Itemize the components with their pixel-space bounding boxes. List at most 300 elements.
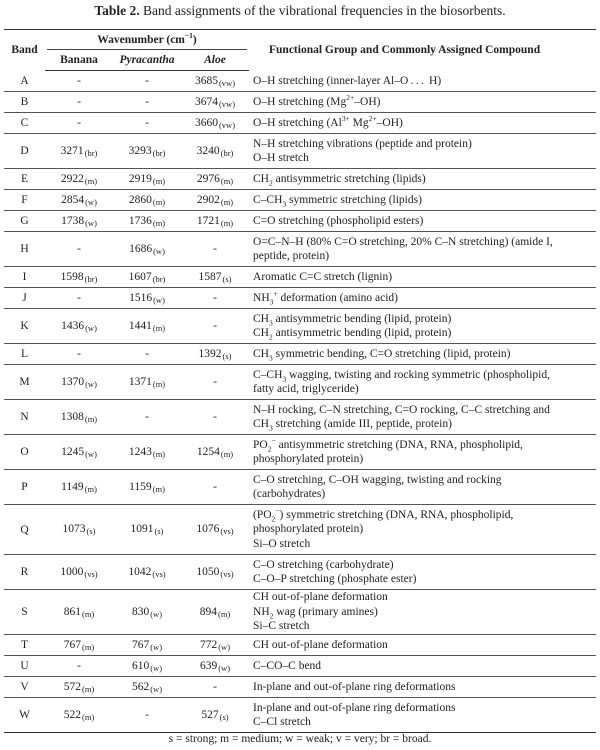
header-wavenumber-label: Wavenumber (cm	[97, 34, 185, 46]
intensity-qualifier: (s)	[222, 273, 232, 284]
cell-band: E	[4, 169, 45, 190]
functional-group-line: (carbohydrates)	[253, 488, 326, 500]
wavenumber-value: 1598	[60, 270, 84, 283]
cell-band: A	[4, 71, 45, 92]
wavenumber-value: 1686	[129, 242, 153, 255]
intensity-qualifier: (w)	[85, 448, 97, 459]
wavenumber-value: 3685	[194, 74, 218, 87]
intensity-qualifier: (m)	[152, 175, 166, 186]
cell-pyracantha	[113, 267, 181, 288]
wavenumber-value: 767	[63, 638, 81, 651]
intensity-qualifier: (w)	[218, 641, 231, 652]
cell-banana	[45, 134, 113, 169]
cell-functional-group	[249, 267, 596, 288]
header-pyracantha-label: Pyracantha	[119, 54, 175, 66]
table-row	[4, 232, 596, 267]
cell-functional-group	[249, 344, 596, 365]
cell-functional-group	[249, 92, 596, 113]
intensity-qualifier: (w)	[153, 245, 165, 256]
cell-banana	[45, 169, 113, 190]
cell-band: T	[4, 635, 45, 656]
wavenumber-value: 3674	[194, 95, 218, 108]
header-functional-group: Functional Group and Commonly Assigned Compound	[249, 30, 596, 71]
wavenumber-value: -	[213, 243, 217, 255]
functional-group-line: In-plane and out-of-plane ring deformations	[253, 680, 456, 693]
table-row	[4, 656, 596, 677]
cell-band: U	[4, 656, 45, 677]
wavenumber-value: -	[213, 292, 217, 304]
wavenumber-value: -	[77, 75, 81, 87]
cell-banana	[45, 309, 113, 344]
cell-aloe	[181, 677, 249, 698]
wavenumber-value: -	[213, 320, 217, 332]
cell-band: K	[4, 309, 45, 344]
cell-banana	[45, 505, 113, 555]
intensity-qualifier: (vs)	[152, 568, 166, 579]
functional-group-line: C–Cl stretch	[253, 716, 311, 728]
cell-aloe	[181, 656, 249, 677]
wavenumber-value: 1254	[196, 445, 220, 458]
wavenumber-value: -	[77, 96, 81, 108]
cell-banana	[45, 190, 113, 211]
table-row	[4, 365, 596, 400]
cell-band: N	[4, 400, 45, 435]
wavenumber-value: -	[145, 75, 149, 87]
cell-functional-group	[249, 400, 596, 435]
intensity-qualifier: (w)	[85, 322, 97, 333]
cell-aloe	[181, 470, 249, 505]
intensity-qualifier: (vw)	[218, 119, 236, 130]
intensity-qualifier: (w)	[150, 683, 163, 694]
cell-aloe	[181, 635, 249, 656]
cell-aloe	[181, 590, 249, 635]
intensity-qualifier: (w)	[150, 662, 163, 673]
cell-pyracantha	[113, 211, 181, 232]
table-row	[4, 400, 596, 435]
wavenumber-value: 1042	[128, 565, 152, 578]
wavenumber-value: 572	[63, 680, 81, 693]
intensity-qualifier: (m)	[152, 448, 166, 459]
cell-band: D	[4, 134, 45, 169]
wavenumber-value: 1245	[61, 445, 85, 458]
wavenumber-value: -	[145, 411, 149, 423]
wavenumber-value: -	[77, 348, 81, 360]
header-pyracantha	[113, 50, 181, 71]
wavenumber-value: 1000	[60, 565, 84, 578]
cell-aloe	[181, 344, 249, 365]
cell-functional-group	[249, 505, 596, 555]
wavenumber-value: 1243	[128, 445, 152, 458]
cell-pyracantha	[113, 505, 181, 555]
cell-pyracantha	[113, 635, 181, 656]
header-band: Band	[4, 30, 45, 71]
functional-group-line: $PO_2^-$ antisymmetric stretching (DNA, RNA, phospholipid,	[253, 435, 523, 453]
functional-group-line: $NH_3^+$ deformation (amino acid)	[253, 288, 399, 307]
intensity-qualifier: (m)	[220, 175, 234, 186]
functional-group-line: Si–C stretch	[253, 620, 310, 633]
cell-functional-group	[249, 677, 596, 698]
functional-group-line: fatty acid, triglyceride)	[253, 383, 359, 395]
wavenumber-value: 1441	[128, 319, 152, 332]
table-row	[4, 134, 596, 169]
cell-pyracantha	[113, 656, 181, 677]
table-row	[4, 590, 596, 635]
table-row	[4, 555, 596, 590]
table-row	[4, 435, 596, 470]
cell-banana	[45, 211, 113, 232]
cell-functional-group	[249, 169, 596, 190]
cell-pyracantha	[113, 190, 181, 211]
table-row	[4, 71, 596, 92]
intensity-qualifier: (vs)	[220, 526, 234, 536]
functional-group-line: Si–O stretch	[253, 537, 311, 550]
intensity-qualifier: (s)	[154, 526, 164, 536]
header-aloe	[181, 50, 249, 71]
cell-banana	[45, 92, 113, 113]
cell-band: L	[4, 344, 45, 365]
table-row	[4, 470, 596, 505]
wavenumber-value: 1736	[128, 214, 152, 227]
cell-band: V	[4, 677, 45, 698]
cell-pyracantha	[113, 113, 181, 134]
table-row	[4, 309, 596, 344]
functional-group-line: N–H stretching vibrations (peptide and protein)	[253, 137, 472, 150]
functional-group-line: N–H rocking, C–N stretching, C=O rocking, C–C stretching and	[253, 403, 550, 416]
wavenumber-value: 639	[199, 659, 218, 672]
functional-group-line: $(PO_2^-)$ symmetric stretching (DNA, RNA, phospholipid,	[253, 505, 514, 524]
cell-band: M	[4, 365, 45, 400]
wavenumber-value: -	[145, 96, 149, 108]
intensity-qualifier: (br)	[152, 147, 166, 158]
functional-group-line: CH out-of-plane deformation	[253, 591, 388, 604]
cell-functional-group	[249, 134, 596, 169]
cell-pyracantha	[113, 555, 181, 590]
functional-group-line: O=C–N–H (80% C=O stretching, 20% C–N stretching) (amide I,	[253, 235, 553, 248]
cell-functional-group	[249, 590, 596, 635]
intensity-qualifier: (m)	[220, 217, 234, 228]
intensity-qualifier: (br)	[84, 273, 98, 284]
cell-aloe	[181, 232, 249, 267]
cell-functional-group	[249, 309, 596, 344]
wavenumber-value: 2919	[128, 172, 152, 185]
table-row	[4, 344, 596, 365]
table-row	[4, 267, 596, 288]
wavenumber-value: 1076	[196, 523, 220, 535]
intensity-qualifier: (s)	[222, 350, 232, 361]
wavenumber-value: 610	[131, 659, 150, 672]
intensity-qualifier: (m)	[152, 196, 166, 207]
wavenumber-value: 894	[199, 605, 217, 618]
cell-functional-group	[249, 288, 596, 309]
table-caption	[0, 3, 600, 19]
intensity-qualifier: (vw)	[218, 98, 236, 109]
intensity-qualifier: (w)	[150, 641, 163, 652]
cell-aloe	[181, 555, 249, 590]
cell-band: S	[4, 590, 45, 635]
functional-group-line: C=O stretching (phospholipid esters)	[253, 214, 424, 227]
wavenumber-value: 1050	[196, 565, 220, 578]
functional-group-line: phosphorylated protein)	[253, 453, 364, 465]
cell-aloe	[181, 435, 249, 470]
wavenumber-value: 830	[131, 605, 150, 618]
cell-aloe	[181, 505, 249, 555]
header-wavenumber-unit-exponent: −1	[184, 31, 193, 41]
functional-group-line: C–O stretching (carbohydrate)	[253, 558, 394, 571]
cell-pyracantha	[113, 92, 181, 113]
cell-pyracantha	[113, 400, 181, 435]
table-caption-text: Band assignments of the vibrational frequencies in the biosorbents.	[143, 3, 506, 18]
functional-group-line: $CH_3$ symmetric bending, C=O stretching (lipid, protein)	[253, 347, 511, 363]
wavenumber-value: -	[213, 376, 217, 388]
wavenumber-value: -	[145, 348, 149, 360]
wavenumber-value: 3240	[196, 144, 220, 157]
functional-group-line: CH out-of-plane deformation	[253, 638, 388, 651]
cell-aloe	[181, 211, 249, 232]
wavenumber-value: -	[77, 243, 81, 255]
cell-banana	[45, 400, 113, 435]
wavenumber-value: 2860	[128, 193, 152, 206]
cell-aloe	[181, 309, 249, 344]
wavenumber-value: 2922	[60, 172, 84, 185]
intensity-qualifier: (vs)	[84, 568, 98, 579]
wavenumber-value: -	[213, 411, 217, 423]
cell-pyracantha	[113, 169, 181, 190]
cell-functional-group	[249, 555, 596, 590]
cell-banana	[45, 677, 113, 698]
cell-band: I	[4, 267, 45, 288]
cell-pyracantha	[113, 71, 181, 92]
functional-group-line: O–H stretching $(Mg^{2+}-OH)$	[253, 92, 381, 108]
functional-group-line: $CH_2$ antisymmetric bending (lipid, protein)	[253, 327, 452, 342]
header-wavenumber	[45, 30, 249, 51]
functional-group-line: O–H stretching ($Al^{3+}$ $Mg^{2+}-OH$)	[253, 113, 403, 129]
cell-aloe	[181, 400, 249, 435]
cell-band: W	[4, 698, 45, 733]
table-row	[4, 92, 596, 113]
cell-banana	[45, 635, 113, 656]
wavenumber-value: 1371	[128, 375, 152, 388]
table-row	[4, 190, 596, 211]
wavenumber-value: 2854	[61, 193, 85, 206]
functional-group-line: peptide, protein)	[253, 250, 330, 262]
wavenumber-value: -	[213, 681, 217, 693]
cell-band: R	[4, 555, 45, 590]
cell-banana	[45, 344, 113, 365]
cell-aloe	[181, 71, 249, 92]
cell-banana	[45, 267, 113, 288]
wavenumber-value: 2902	[196, 193, 220, 206]
wavenumber-value: 861	[63, 605, 81, 618]
wavenumber-value: -	[145, 709, 149, 721]
intensity-qualifier: (m)	[81, 641, 95, 652]
intensity-qualifier: (br)	[152, 273, 166, 284]
cell-aloe	[181, 92, 249, 113]
cell-functional-group	[249, 232, 596, 267]
table-caption-label: Table 2.	[94, 3, 140, 18]
cell-band: J	[4, 288, 45, 309]
header-aloe-label: Aloe	[204, 54, 226, 66]
cell-aloe	[181, 190, 249, 211]
cell-band: P	[4, 470, 45, 505]
intensity-qualifier: (vw)	[218, 77, 236, 88]
cell-pyracantha	[113, 470, 181, 505]
intensity-qualifier: (br)	[84, 147, 98, 158]
functional-group-line: O–H stretching (inner-layer Al–O . . . H)	[253, 74, 442, 87]
intensity-qualifier: (m)	[220, 196, 234, 207]
wavenumber-value: 2976	[196, 172, 220, 185]
intensity-qualifier: (m)	[81, 683, 95, 694]
wavenumber-value: 1308	[60, 410, 84, 423]
functional-group-line: phosphorylated protein)	[253, 523, 364, 536]
table-row	[4, 169, 596, 190]
cell-banana	[45, 232, 113, 267]
intensity-qualifier: (w)	[85, 196, 97, 207]
functional-group-line: $CH_3$ stretching (amide III, peptide, protein)	[253, 418, 452, 433]
wavenumber-value: 1516	[129, 291, 153, 304]
cell-functional-group	[249, 470, 596, 505]
cell-banana	[45, 435, 113, 470]
wavenumber-value: 1159	[129, 480, 152, 493]
intensity-qualifier: (m)	[217, 608, 231, 619]
table-row	[4, 211, 596, 232]
cell-aloe	[181, 267, 249, 288]
intensity-qualifier: (w)	[150, 608, 163, 619]
cell-aloe	[181, 698, 249, 733]
wavenumber-value: 3293	[128, 144, 152, 157]
table-footnote: s = strong; m = medium; w = weak; v = very; br = broad.	[168, 733, 432, 745]
table-body	[4, 71, 596, 733]
functional-group-line: $CH_2$ antisymmetric stretching (lipids)	[253, 172, 426, 188]
intensity-qualifier: (m)	[152, 217, 166, 228]
wavenumber-value: 1607	[128, 270, 152, 283]
cell-pyracantha	[113, 309, 181, 344]
functional-group-line: $C-CH_3$ wagging, twisting and rocking symmetric (phospholipid,	[253, 368, 551, 383]
cell-pyracantha	[113, 365, 181, 400]
functional-group-line: C–O–P stretching (phosphate ester)	[253, 573, 417, 585]
intensity-qualifier: (w)	[218, 662, 231, 673]
wavenumber-value: 1587	[198, 270, 222, 283]
cell-functional-group	[249, 365, 596, 400]
wavenumber-value: 527	[201, 708, 219, 721]
cell-aloe	[181, 169, 249, 190]
cell-banana	[45, 470, 113, 505]
cell-pyracantha	[113, 590, 181, 635]
wavenumber-value: 1721	[196, 214, 220, 227]
intensity-qualifier: (m)	[220, 448, 234, 459]
wavenumber-value: -	[213, 481, 217, 493]
intensity-qualifier: (vs)	[220, 568, 234, 579]
table-row	[4, 288, 596, 309]
band-assignments-table	[4, 29, 596, 733]
functional-group-line: C–CO–C bend	[253, 659, 322, 672]
intensity-qualifier: (m)	[81, 711, 95, 722]
cell-aloe	[181, 134, 249, 169]
cell-band: Q	[4, 505, 45, 555]
wavenumber-value: 1370	[61, 375, 85, 388]
cell-banana	[45, 656, 113, 677]
wavenumber-value: 1091	[130, 523, 154, 535]
cell-band: O	[4, 435, 45, 470]
cell-functional-group	[249, 71, 596, 92]
cell-banana	[45, 365, 113, 400]
wavenumber-value: 772	[199, 638, 218, 651]
cell-band: B	[4, 92, 45, 113]
cell-pyracantha	[113, 134, 181, 169]
intensity-qualifier: (m)	[84, 413, 98, 424]
cell-pyracantha	[113, 435, 181, 470]
cell-aloe	[181, 113, 249, 134]
cell-functional-group	[249, 435, 596, 470]
table-row	[4, 505, 596, 555]
cell-band: H	[4, 232, 45, 267]
intensity-qualifier: (s)	[86, 526, 96, 536]
wavenumber-value: -	[77, 292, 81, 304]
wavenumber-value: 767	[131, 638, 150, 651]
wavenumber-value: -	[77, 117, 81, 129]
wavenumber-value: 1738	[61, 214, 85, 227]
wavenumber-value: 1392	[198, 347, 222, 360]
cell-band: F	[4, 190, 45, 211]
functional-group-line: In-plane and out-of-plane ring deformations	[253, 701, 456, 714]
header-wavenumber-close: )	[192, 34, 197, 46]
intensity-qualifier: (m)	[81, 608, 95, 619]
cell-banana	[45, 555, 113, 590]
cell-functional-group	[249, 656, 596, 677]
wavenumber-value: 1149	[61, 480, 84, 493]
functional-group-line: $NH_2$ wag (primary amines)	[253, 605, 378, 621]
cell-band: C	[4, 113, 45, 134]
table-row	[4, 677, 596, 698]
intensity-qualifier: (w)	[85, 217, 97, 228]
intensity-qualifier: (w)	[85, 378, 97, 389]
table-row	[4, 635, 596, 656]
wavenumber-value: 522	[63, 708, 81, 721]
wavenumber-value: 1073	[62, 523, 86, 535]
functional-group-line: C–O stretching, C–OH wagging, twisting and rocking	[253, 473, 502, 486]
cell-aloe	[181, 288, 249, 309]
intensity-qualifier: (br)	[220, 147, 234, 158]
cell-banana	[45, 590, 113, 635]
intensity-qualifier: (m)	[84, 483, 97, 494]
functional-group-line: $CH_3$ antisymmetric bending (lipid, protein)	[253, 312, 452, 327]
header-banana: Banana	[45, 50, 113, 71]
cell-pyracantha	[113, 232, 181, 267]
cell-functional-group	[249, 698, 596, 733]
cell-functional-group	[249, 211, 596, 232]
wavenumber-value: 3660	[194, 116, 218, 129]
intensity-qualifier: (m)	[152, 322, 166, 333]
intensity-qualifier: (m)	[84, 175, 98, 186]
functional-group-line: O–H stretch	[253, 152, 309, 164]
functional-group-line: $C-CH_3$ symmetric stretching (lipids)	[253, 193, 422, 209]
cell-functional-group	[249, 113, 596, 134]
cell-band: G	[4, 211, 45, 232]
table-row	[4, 698, 596, 733]
cell-functional-group	[249, 635, 596, 656]
header-row-top	[4, 30, 596, 51]
cell-functional-group	[249, 190, 596, 211]
wavenumber-value: -	[77, 660, 81, 672]
cell-banana	[45, 113, 113, 134]
cell-pyracantha	[113, 698, 181, 733]
wavenumber-value: 562	[131, 680, 150, 693]
cell-banana	[45, 698, 113, 733]
cell-banana	[45, 288, 113, 309]
cell-pyracantha	[113, 288, 181, 309]
cell-pyracantha	[113, 677, 181, 698]
intensity-qualifier: (m)	[152, 483, 165, 494]
intensity-qualifier: (s)	[219, 711, 229, 722]
